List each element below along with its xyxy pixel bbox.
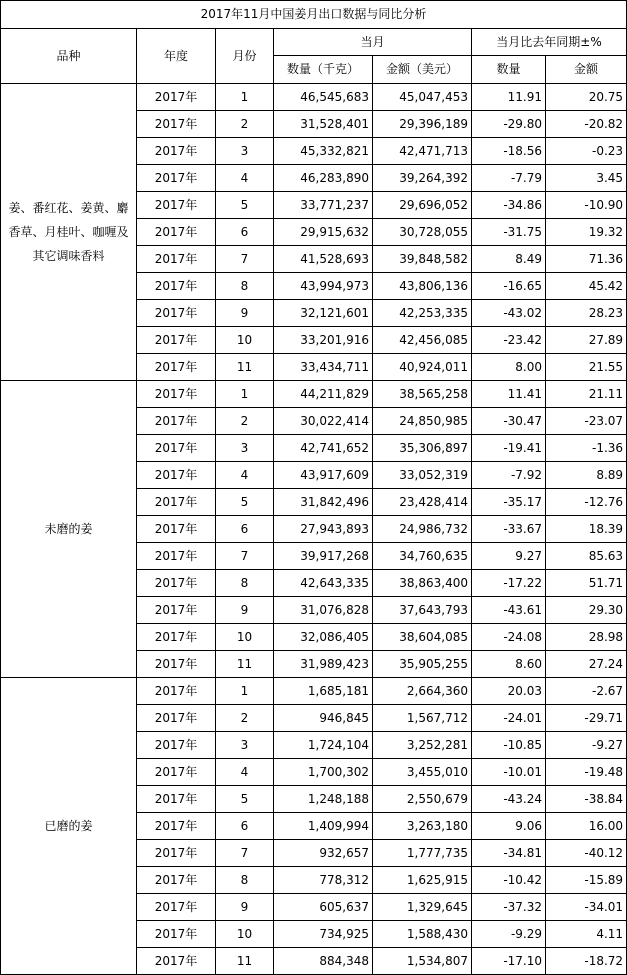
year-cell: 2017年 — [137, 111, 216, 138]
month-cell: 9 — [216, 300, 274, 327]
variety-cell: 姜、番红花、姜黄、麝香草、月桂叶、咖喱及其它调味香料 — [1, 84, 137, 381]
qty-yoy-cell: -43.61 — [472, 597, 546, 624]
variety-cell: 已磨的姜 — [1, 678, 137, 975]
qty-yoy-cell: -43.02 — [472, 300, 546, 327]
month-cell: 11 — [216, 948, 274, 975]
amount-cell: 1,625,915 — [373, 867, 472, 894]
amount-yoy-cell: -0.23 — [546, 138, 627, 165]
amount-yoy-cell: -15.89 — [546, 867, 627, 894]
month-cell: 4 — [216, 165, 274, 192]
amount-cell: 23,428,414 — [373, 489, 472, 516]
qty-yoy-cell: -7.79 — [472, 165, 546, 192]
amount-yoy-cell: 28.23 — [546, 300, 627, 327]
amount-yoy-cell: -40.12 — [546, 840, 627, 867]
year-cell: 2017年 — [137, 516, 216, 543]
qty-cell: 43,994,973 — [274, 273, 373, 300]
year-cell: 2017年 — [137, 921, 216, 948]
qty-cell: 31,842,496 — [274, 489, 373, 516]
qty-yoy-cell: -29.80 — [472, 111, 546, 138]
amount-cell: 38,565,258 — [373, 381, 472, 408]
amount-cell: 24,986,732 — [373, 516, 472, 543]
month-cell: 2 — [216, 111, 274, 138]
amount-cell: 43,806,136 — [373, 273, 472, 300]
qty-yoy-cell: -31.75 — [472, 219, 546, 246]
year-cell: 2017年 — [137, 813, 216, 840]
amount-yoy-cell: 16.00 — [546, 813, 627, 840]
qty-cell: 41,528,693 — [274, 246, 373, 273]
amount-cell: 3,455,010 — [373, 759, 472, 786]
year-cell: 2017年 — [137, 867, 216, 894]
amount-cell: 39,848,582 — [373, 246, 472, 273]
qty-cell: 1,700,302 — [274, 759, 373, 786]
amount-yoy-cell: -29.71 — [546, 705, 627, 732]
amount-cell: 1,588,430 — [373, 921, 472, 948]
amount-cell: 29,396,189 — [373, 111, 472, 138]
month-cell: 3 — [216, 732, 274, 759]
amount-cell: 1,777,735 — [373, 840, 472, 867]
year-cell: 2017年 — [137, 759, 216, 786]
table-row — [1, 84, 627, 111]
month-cell: 8 — [216, 273, 274, 300]
qty-cell: 605,637 — [274, 894, 373, 921]
amount-yoy-cell: -20.82 — [546, 111, 627, 138]
month-cell: 10 — [216, 327, 274, 354]
amount-cell: 24,850,985 — [373, 408, 472, 435]
year-cell: 2017年 — [137, 948, 216, 975]
month-cell: 9 — [216, 597, 274, 624]
qty-cell: 1,409,994 — [274, 813, 373, 840]
month-cell: 1 — [216, 678, 274, 705]
amount-cell: 37,643,793 — [373, 597, 472, 624]
qty-yoy-cell: -17.10 — [472, 948, 546, 975]
qty-yoy-cell: -19.41 — [472, 435, 546, 462]
year-cell: 2017年 — [137, 327, 216, 354]
amount-cell: 2,550,679 — [373, 786, 472, 813]
year-cell: 2017年 — [137, 84, 216, 111]
amount-yoy-cell: -38.84 — [546, 786, 627, 813]
qty-cell: 30,022,414 — [274, 408, 373, 435]
amount-yoy-cell: -12.76 — [546, 489, 627, 516]
table-row — [1, 678, 627, 705]
year-cell: 2017年 — [137, 462, 216, 489]
month-cell: 3 — [216, 435, 274, 462]
variety-cell: 未磨的姜 — [1, 381, 137, 678]
month-cell: 9 — [216, 894, 274, 921]
title-row — [1, 1, 627, 29]
qty-yoy-cell: -10.85 — [472, 732, 546, 759]
qty-yoy-cell: -34.86 — [472, 192, 546, 219]
year-cell: 2017年 — [137, 219, 216, 246]
amount-cell: 1,329,645 — [373, 894, 472, 921]
qty-yoy-cell: -33.67 — [472, 516, 546, 543]
year-cell: 2017年 — [137, 786, 216, 813]
qty-yoy-cell: 20.03 — [472, 678, 546, 705]
month-cell: 5 — [216, 489, 274, 516]
amount-yoy-cell: 18.39 — [546, 516, 627, 543]
month-cell: 7 — [216, 543, 274, 570]
year-cell: 2017年 — [137, 543, 216, 570]
month-cell: 2 — [216, 408, 274, 435]
qty-cell: 42,643,335 — [274, 570, 373, 597]
year-cell: 2017年 — [137, 138, 216, 165]
amount-yoy-cell: -23.07 — [546, 408, 627, 435]
amount-yoy-cell: -9.27 — [546, 732, 627, 759]
header-qty: 数量 — [472, 56, 546, 84]
amount-yoy-cell: 28.98 — [546, 624, 627, 651]
qty-cell: 46,545,683 — [274, 84, 373, 111]
table-row — [1, 381, 627, 408]
qty-yoy-cell: -37.32 — [472, 894, 546, 921]
month-cell: 3 — [216, 138, 274, 165]
qty-cell: 32,086,405 — [274, 624, 373, 651]
amount-yoy-cell: 4.11 — [546, 921, 627, 948]
qty-cell: 778,312 — [274, 867, 373, 894]
header-year: 年度 — [137, 29, 216, 84]
year-cell: 2017年 — [137, 435, 216, 462]
year-cell: 2017年 — [137, 381, 216, 408]
qty-cell: 43,917,609 — [274, 462, 373, 489]
qty-yoy-cell: -43.24 — [472, 786, 546, 813]
qty-yoy-cell: 11.41 — [472, 381, 546, 408]
header-amount-usd: 金额（美元） — [373, 56, 472, 84]
amount-yoy-cell: 85.63 — [546, 543, 627, 570]
amount-cell: 39,264,392 — [373, 165, 472, 192]
amount-cell: 42,471,713 — [373, 138, 472, 165]
amount-cell: 34,760,635 — [373, 543, 472, 570]
amount-cell: 42,253,335 — [373, 300, 472, 327]
year-cell: 2017年 — [137, 354, 216, 381]
month-cell: 6 — [216, 516, 274, 543]
amount-cell: 1,534,807 — [373, 948, 472, 975]
header-qty-kg: 数量（千克） — [274, 56, 373, 84]
qty-yoy-cell: -24.08 — [472, 624, 546, 651]
year-cell: 2017年 — [137, 489, 216, 516]
month-cell: 4 — [216, 759, 274, 786]
amount-yoy-cell: -10.90 — [546, 192, 627, 219]
amount-cell: 3,252,281 — [373, 732, 472, 759]
qty-cell: 946,845 — [274, 705, 373, 732]
month-cell: 6 — [216, 813, 274, 840]
qty-yoy-cell: -34.81 — [472, 840, 546, 867]
year-cell: 2017年 — [137, 300, 216, 327]
qty-yoy-cell: 9.27 — [472, 543, 546, 570]
amount-yoy-cell: 21.11 — [546, 381, 627, 408]
month-cell: 11 — [216, 651, 274, 678]
qty-yoy-cell: -9.29 — [472, 921, 546, 948]
qty-cell: 33,434,711 — [274, 354, 373, 381]
year-cell: 2017年 — [137, 165, 216, 192]
amount-yoy-cell: -18.72 — [546, 948, 627, 975]
year-cell: 2017年 — [137, 894, 216, 921]
year-cell: 2017年 — [137, 705, 216, 732]
amount-yoy-cell: 45.42 — [546, 273, 627, 300]
year-cell: 2017年 — [137, 192, 216, 219]
qty-yoy-cell: -10.42 — [472, 867, 546, 894]
year-cell: 2017年 — [137, 408, 216, 435]
qty-cell: 29,915,632 — [274, 219, 373, 246]
qty-cell: 45,332,821 — [274, 138, 373, 165]
qty-yoy-cell: -30.47 — [472, 408, 546, 435]
qty-cell: 932,657 — [274, 840, 373, 867]
month-cell: 11 — [216, 354, 274, 381]
qty-cell: 1,248,188 — [274, 786, 373, 813]
amount-yoy-cell: 51.71 — [546, 570, 627, 597]
amount-yoy-cell: 27.89 — [546, 327, 627, 354]
qty-yoy-cell: 11.91 — [472, 84, 546, 111]
amount-yoy-cell: 27.24 — [546, 651, 627, 678]
month-cell: 10 — [216, 921, 274, 948]
qty-cell: 39,917,268 — [274, 543, 373, 570]
qty-cell: 42,741,652 — [274, 435, 373, 462]
year-cell: 2017年 — [137, 840, 216, 867]
qty-cell: 46,283,890 — [274, 165, 373, 192]
year-cell: 2017年 — [137, 273, 216, 300]
year-cell: 2017年 — [137, 678, 216, 705]
amount-cell: 29,696,052 — [373, 192, 472, 219]
amount-yoy-cell: 20.75 — [546, 84, 627, 111]
qty-cell: 32,121,601 — [274, 300, 373, 327]
header-month: 月份 — [216, 29, 274, 84]
amount-yoy-cell: -2.67 — [546, 678, 627, 705]
qty-cell: 31,076,828 — [274, 597, 373, 624]
amount-yoy-cell: 71.36 — [546, 246, 627, 273]
qty-cell: 1,724,104 — [274, 732, 373, 759]
header-amount: 金额 — [546, 56, 627, 84]
amount-cell: 33,052,319 — [373, 462, 472, 489]
month-cell: 1 — [216, 381, 274, 408]
amount-cell: 42,456,085 — [373, 327, 472, 354]
header-yoy: 当月比去年同期±% — [472, 29, 627, 56]
month-cell: 7 — [216, 840, 274, 867]
qty-yoy-cell: 8.49 — [472, 246, 546, 273]
amount-yoy-cell: -19.48 — [546, 759, 627, 786]
amount-cell: 45,047,453 — [373, 84, 472, 111]
amount-cell: 1,567,712 — [373, 705, 472, 732]
year-cell: 2017年 — [137, 624, 216, 651]
qty-cell: 27,943,893 — [274, 516, 373, 543]
qty-cell: 31,528,401 — [274, 111, 373, 138]
qty-yoy-cell: 8.60 — [472, 651, 546, 678]
qty-yoy-cell: -23.42 — [472, 327, 546, 354]
header-row-1 — [1, 29, 627, 56]
table-title: 2017年11月中国姜月出口数据与同比分析 — [1, 1, 627, 29]
month-cell: 8 — [216, 867, 274, 894]
qty-cell: 734,925 — [274, 921, 373, 948]
month-cell: 10 — [216, 624, 274, 651]
year-cell: 2017年 — [137, 597, 216, 624]
amount-yoy-cell: 19.32 — [546, 219, 627, 246]
month-cell: 8 — [216, 570, 274, 597]
qty-cell: 31,989,423 — [274, 651, 373, 678]
month-cell: 6 — [216, 219, 274, 246]
year-cell: 2017年 — [137, 651, 216, 678]
month-cell: 7 — [216, 246, 274, 273]
amount-yoy-cell: -34.01 — [546, 894, 627, 921]
amount-yoy-cell: 3.45 — [546, 165, 627, 192]
header-variety: 品种 — [1, 29, 137, 84]
amount-cell: 38,863,400 — [373, 570, 472, 597]
month-cell: 2 — [216, 705, 274, 732]
amount-cell: 38,604,085 — [373, 624, 472, 651]
amount-cell: 3,263,180 — [373, 813, 472, 840]
amount-cell: 2,664,360 — [373, 678, 472, 705]
table-body — [1, 84, 627, 975]
header-current-month: 当月 — [274, 29, 472, 56]
qty-cell: 1,685,181 — [274, 678, 373, 705]
qty-yoy-cell: 8.00 — [472, 354, 546, 381]
amount-yoy-cell: 21.55 — [546, 354, 627, 381]
qty-yoy-cell: -18.56 — [472, 138, 546, 165]
amount-yoy-cell: 8.89 — [546, 462, 627, 489]
qty-cell: 33,201,916 — [274, 327, 373, 354]
qty-yoy-cell: -17.22 — [472, 570, 546, 597]
month-cell: 5 — [216, 786, 274, 813]
amount-cell: 30,728,055 — [373, 219, 472, 246]
qty-yoy-cell: -35.17 — [472, 489, 546, 516]
year-cell: 2017年 — [137, 246, 216, 273]
qty-yoy-cell: -10.01 — [472, 759, 546, 786]
qty-cell: 33,771,237 — [274, 192, 373, 219]
qty-yoy-cell: -16.65 — [472, 273, 546, 300]
qty-yoy-cell: -24.01 — [472, 705, 546, 732]
qty-cell: 44,211,829 — [274, 381, 373, 408]
qty-yoy-cell: 9.06 — [472, 813, 546, 840]
amount-cell: 35,905,255 — [373, 651, 472, 678]
month-cell: 4 — [216, 462, 274, 489]
year-cell: 2017年 — [137, 732, 216, 759]
month-cell: 1 — [216, 84, 274, 111]
month-cell: 5 — [216, 192, 274, 219]
qty-cell: 884,348 — [274, 948, 373, 975]
amount-yoy-cell: 29.30 — [546, 597, 627, 624]
amount-cell: 35,306,897 — [373, 435, 472, 462]
qty-yoy-cell: -7.92 — [472, 462, 546, 489]
year-cell: 2017年 — [137, 570, 216, 597]
amount-yoy-cell: -1.36 — [546, 435, 627, 462]
amount-cell: 40,924,011 — [373, 354, 472, 381]
